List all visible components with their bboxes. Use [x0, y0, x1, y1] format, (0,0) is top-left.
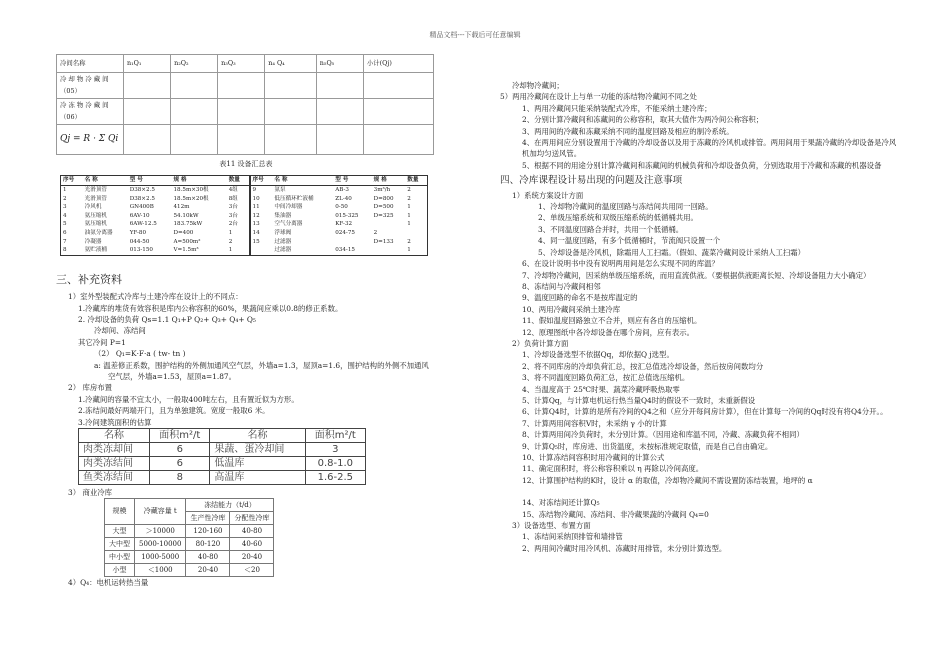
text-line: 1）室外型装配式冷库与土建冷库在设计上的不同点：: [68, 292, 243, 302]
text-line: 3、两用间的冷藏和冻藏采纳不同的温度回路及相应的制冷系统。: [522, 126, 734, 136]
header-cell: 数量: [227, 176, 250, 186]
text-line: 2）负荷计算方面: [512, 338, 569, 348]
text-line: 12、原理图纸中各冷却设备在哪个房间，应有表示。: [522, 327, 695, 337]
table-cell: 8: [63, 247, 67, 254]
section-title: 三、补充资料: [56, 272, 122, 286]
header-cell: 名 称: [83, 176, 128, 186]
business-cold-storage-table: [104, 498, 274, 577]
header-cell: 冻结能力（t/d）: [186, 499, 274, 512]
table-cell: D=400: [173, 229, 194, 236]
header-cell: 名称: [79, 429, 150, 443]
table-cell: 183.75kW: [173, 221, 203, 228]
text-line: 11、假如温度回路独立不合并，则应有各自的压缩机。: [522, 316, 702, 326]
table-cell: 10: [250, 195, 273, 204]
text-line: 1、冻结间采纳顶排管和墙排管: [522, 532, 623, 542]
header-cell: 分配性冷库: [230, 512, 274, 525]
table-row: [61, 186, 428, 195]
text-line: 5）两用冷藏间在设计上与单一功能的冻结物冷藏间不同之处: [500, 92, 697, 102]
table-cell: 412m: [173, 204, 190, 211]
text-line: 1.冷藏间的容量不宜太小，一般取400吨左右，且有置近似为方形。: [78, 394, 299, 404]
table-cell: V=1.5m³: [173, 247, 199, 254]
table-cell: 2: [228, 238, 233, 245]
text-line: 1.冷藏库的堆货有效容积是库内公称容积的60%，果蔬间应乘以0.8的修正系数。: [78, 303, 343, 313]
text-line: a: 温差修正系数，围护结构的外侧加通风空气层，外墙a=1.3，屋顶a=1.6，围护结构的外侧不加通风: [94, 360, 429, 370]
table-cell: 40-80: [186, 551, 230, 564]
table-cell: [405, 229, 427, 238]
table-cell: ＜1000: [135, 564, 186, 577]
table-row: [61, 203, 428, 212]
table-cell: 15: [250, 238, 273, 247]
header-cell: 规 格: [171, 176, 226, 186]
table-cell: 0-50: [335, 204, 348, 211]
table-cell: 80-120: [186, 538, 230, 551]
text-line: 7、计算两用间容积V时，未采纳 γ 小的计算: [522, 418, 667, 428]
section-title: 四、冷库课程设计易出现的问题及注意事项: [500, 175, 683, 187]
text-line: 冷却间、冻结间: [94, 326, 146, 336]
table-cell: 2: [63, 195, 67, 202]
table-cell: 0.8-1.0: [305, 457, 365, 471]
table-cell: 低温库: [210, 457, 305, 471]
text-line: 14、对冻结间还计算Q₅: [522, 498, 600, 508]
table-cell: 光滑顶管: [84, 187, 108, 193]
header-cell: 规模: [105, 499, 135, 525]
header-cell: 名 称: [272, 176, 333, 186]
text-line: 冷却物冷藏间；: [512, 81, 564, 90]
right-top-block: [500, 80, 900, 171]
text-line: 1、冷却设备选型不依据Qq，却依据Q j选型。: [522, 350, 674, 360]
left-text-block: [56, 291, 436, 428]
table-cell: D=325: [373, 212, 394, 219]
right-text-block: [500, 190, 900, 555]
calc-header-cell: n₁Q₁: [124, 55, 171, 73]
text-line: 5、冷却设备是冷风机，除霜用人工扫霜。（假如、蔬菜冷藏间设计采纳人工扫霜）: [538, 247, 806, 257]
table-row: [57, 73, 434, 99]
equipment-summary-table: [60, 175, 428, 255]
table-cell: D38×2.5: [129, 187, 155, 193]
text-line: 8、计算两用间冷负荷时，未分别计算。（因用途和库温不同，冷藏、冻藏负荷不相同）: [522, 430, 804, 440]
header-cell: 冷藏容量 t: [135, 499, 186, 525]
table-cell: 2: [407, 187, 411, 193]
table-cell: 40-60: [230, 538, 274, 551]
table-cell: 中间冷却器: [274, 204, 303, 211]
section-subtitle: 3） 商业冷库: [68, 488, 113, 498]
table-cell: 2: [407, 238, 411, 245]
text-line: 4）Q₄：电机运转热当量: [68, 578, 149, 588]
table-cell: 14: [250, 229, 273, 238]
text-line: 2、两用间冷藏时用冷风机、冻藏时用排管，未分别计算选型。: [522, 543, 727, 553]
table-cell: D=500: [373, 204, 394, 211]
table-cell: ZL-40: [335, 195, 352, 202]
calc-header-cell: n₃Q₃: [218, 55, 265, 73]
table-caption: 表11 设备汇总表: [219, 160, 273, 168]
table-cell: 氨贮液桶: [84, 247, 108, 254]
table-cell: 2: [373, 229, 378, 236]
table-cell: 034-15: [335, 247, 355, 254]
text-line: （2） Q₁=K·F·a ( tw- tn ): [94, 349, 186, 359]
text-line: 2） 库房布置: [68, 383, 113, 393]
table-cell: 3台: [228, 212, 238, 219]
table-cell: 高温库: [210, 471, 305, 485]
header-cell: 面积m²/t: [150, 429, 210, 443]
table-row: [79, 457, 366, 471]
table-cell: 3: [305, 443, 365, 457]
table-cell: ＞10000: [135, 525, 186, 538]
header-cell: 名称: [210, 429, 305, 443]
text-line: [500, 486, 900, 497]
table-cell: KF-32: [335, 221, 353, 228]
text-line: 7、冷却物冷藏间，因采纳单级压缩系统，而用直流供液。（要根据供液距离长短、冷却设备阻力大小确定）: [522, 270, 871, 280]
text-line: 10、计算冻结间容积时用冷藏间的计算公式: [522, 453, 665, 462]
text-line: 2、单级压缩系统和双级压缩系统的低循桶共用。: [538, 213, 698, 223]
text-line: 2.冻结间最好两端开门，且为单独建筑。宽度一般取6 米。: [78, 406, 270, 416]
text-line: 15、冻结物冷藏间、冻结间、非冷藏果蔬的冷藏间 Q₄=0: [522, 509, 709, 519]
text-line: 10、两用冷藏间采纳土建冷库: [522, 304, 621, 314]
table-cell: 空气分离器: [274, 221, 303, 228]
table-cell: 18.5m×30根: [173, 187, 209, 193]
table-cell: 集油器: [274, 212, 292, 219]
calc-header-cell: 冷间名称: [57, 55, 124, 73]
table-row: [61, 220, 428, 229]
calc-header-cell: n₅Q₅: [316, 55, 363, 73]
table-cell: 大中型: [105, 538, 135, 551]
header-cell: 规 格: [372, 176, 406, 186]
table-cell: [372, 220, 406, 229]
table-cell: 氨泵: [274, 187, 286, 193]
text-line: 9、温度回路的命名不是按库温定的: [522, 293, 638, 303]
table-cell: 氨压缩机: [84, 212, 108, 219]
table-cell: 果蔬、蛋冷却间: [210, 443, 305, 457]
table-row: [105, 538, 274, 551]
table-cell: [333, 238, 371, 247]
table-cell: 1: [407, 247, 411, 254]
table-cell: 大型: [105, 525, 135, 538]
table-header-row: [105, 499, 274, 512]
text-line: 12、计算围护结构的K时，设计 α 的取值，冷却物冷藏间不需设置防冻结装置，地坪的 α: [522, 475, 813, 485]
table-cell: 冷风机: [84, 204, 102, 211]
table-cell: 40-80: [230, 525, 274, 538]
table-cell: 044-50: [129, 238, 150, 245]
text-line: 3.冷间建筑面积的估算: [78, 417, 152, 427]
table-row: [57, 99, 434, 125]
calc-header-cell: n₂Q₂: [171, 55, 218, 73]
area-estimate-table: [78, 428, 366, 485]
table-cell: 1: [407, 204, 411, 211]
table-cell: 肉类冻却间: [79, 443, 150, 457]
table-row: [105, 564, 274, 577]
table-cell: 4组: [228, 187, 238, 193]
table-cell: 氨压缩机: [84, 221, 108, 228]
text-line: 2、将不同库房的冷却负荷汇总，按汇总值选冷却设备，然后按房间数均分: [522, 361, 764, 371]
table-cell: 过滤器: [274, 247, 292, 254]
table-cell: 015-325: [335, 212, 359, 219]
header-cell: 生产性冷库: [186, 512, 230, 525]
table-cell: 1: [228, 229, 233, 236]
table-header-row: [79, 429, 366, 443]
table-cell: 2: [407, 195, 411, 202]
table-cell: 肉类冻结间: [79, 457, 150, 471]
text-line: 4、在两用间应分别设置用于冷藏的冷却设备以及用于冻藏的冷风机或排管。两用间用于果蔬冷藏的冷却设备是冷风机加均匀送风管。: [522, 138, 897, 159]
table-cell: GN400B: [129, 204, 154, 211]
calc-table-header-row: [57, 55, 434, 73]
table-cell: 5000-10000: [135, 538, 186, 551]
table-cell: 8: [150, 471, 210, 485]
text-line: 4、当温度高于 25℃时果、蔬菜冷藏呼吸热取零: [522, 384, 680, 394]
page-header: 精品文档---下载后可任意编辑: [429, 31, 521, 39]
text-line: 5、计算Qq，与计算电机运行热当量Q4时的假设不一致时，未重新假设: [522, 395, 756, 405]
calc-header-cell: 小计(Qj): [363, 55, 433, 73]
table-cell: YF-80: [129, 229, 147, 236]
table-cell: 024-75: [335, 229, 355, 236]
text-line: 5、根据不同的用途分别计算冷藏间和冻藏间的机械负荷和冷却设备负荷，分别选取用于冷藏和冻藏的机器设备: [522, 160, 882, 170]
table-cell: 6: [150, 443, 210, 457]
table-cell: 8组: [228, 195, 238, 202]
header-cell: 序号: [61, 176, 83, 186]
cooling-calc-table: [56, 54, 434, 155]
table-cell: 小型: [105, 564, 135, 577]
text-line: 1）系统方案设计方面: [512, 190, 584, 200]
table-cell: 油氨分离器: [84, 229, 113, 236]
text-line: 6、在设计说明书中没有说明两用间是怎么实现不同的库温？: [522, 259, 719, 269]
table-cell: 1: [407, 212, 411, 219]
text-line: 其它冷间 P=1: [78, 337, 126, 347]
table-cell: 6: [63, 229, 67, 236]
table-row: [61, 246, 428, 255]
table-cell: 5: [63, 221, 67, 228]
table-cell: 1000-5000: [135, 551, 186, 564]
text-line: 2. 冷却设备的负荷 Qs=1.1 Q₁+P Q₂+ Q₃+ Q₄+ Q₅: [78, 314, 256, 324]
table-row: [79, 471, 366, 485]
table-cell: 6AV-10: [129, 212, 150, 219]
header-cell: 面积m²/t: [305, 429, 365, 443]
text-line: 1、冷却物冷藏间的温度回路与冻结间共用同一回路。: [538, 202, 713, 212]
table-cell: AB-3: [335, 187, 349, 193]
table-cell: 3台: [228, 204, 238, 211]
table-cell: [372, 246, 406, 255]
table-cell: 20-40: [186, 564, 230, 577]
text-line: 11、确定面积时，将公称容积乘以 η 再除以冷间高度。: [522, 464, 704, 474]
table-cell: 13: [250, 220, 273, 229]
table-cell: 7: [63, 238, 67, 245]
table-header-row: [61, 176, 428, 186]
right-column: [500, 80, 900, 554]
table-row: [79, 443, 366, 457]
text-line: 4、同一温度回路，有多个低循桶时，节流阀只设置一个: [538, 236, 721, 246]
header-cell: 数量: [405, 176, 427, 186]
table-cell: 4: [63, 212, 67, 219]
table-cell: 11: [250, 203, 273, 212]
text-line: 空气层，外墙a=1.53，屋顶a=1.87。: [108, 372, 237, 381]
left-column: [56, 54, 436, 589]
table-cell: 3m³/h: [373, 187, 391, 193]
table-cell: 1: [63, 187, 67, 193]
table-cell: A=500m²: [173, 238, 201, 245]
room-name-cell: 冷 却 物 冷 藏 间（05）: [57, 73, 124, 99]
table-cell: 20-40: [230, 551, 274, 564]
room-name-cell: 冷 冻 物 冷 藏 间（06）: [57, 99, 124, 125]
table-cell: 中小型: [105, 551, 135, 564]
calc-header-cell: n₄ Q₄: [265, 55, 317, 73]
table-cell: 12: [250, 212, 273, 221]
table-cell: 9: [250, 186, 273, 195]
table-cell: 54.10kW: [173, 212, 199, 219]
text-line: 2、分别计算冷藏间和冻藏间的公称容积，取其大值作为两冷间公称容积；: [522, 115, 764, 125]
table-row: [105, 525, 274, 538]
table-cell: D=800: [373, 195, 394, 202]
table-cell: 1: [407, 221, 411, 228]
table-row: [61, 229, 428, 238]
header-cell: 型 号: [333, 176, 371, 186]
table-cell: 3: [63, 204, 67, 211]
table-cell: 光滑顶管: [84, 195, 108, 202]
text-line: 9、计算Q₅时，库房进、出货温度，未按标准规定取值，而是自己自由确定。: [522, 441, 773, 451]
table-row: [61, 238, 428, 247]
formula-cell: Qj = R · Σ Qi: [57, 125, 124, 155]
table-row: [61, 212, 428, 221]
table-row: [105, 551, 274, 564]
table-cell: ＜20: [230, 564, 274, 577]
table-cell: 过滤器: [274, 238, 292, 245]
text-line: 3）设备选型、布置方面: [512, 521, 591, 531]
table-cell: 6: [150, 457, 210, 471]
table-cell: 冷凝器: [84, 238, 102, 245]
header-cell: 型 号: [128, 176, 172, 186]
table-cell: [250, 246, 273, 255]
table-cell: D=133: [373, 238, 394, 245]
header-cell: 序号: [250, 176, 273, 186]
table-cell: 1.6-2.5: [305, 471, 365, 485]
text-line: 3、不同温度回路合并时，共用一个低循桶。: [538, 224, 684, 234]
table-cell: 6AW-12.5: [129, 221, 157, 228]
text-line: 8、冻结间与冷藏间相邻: [522, 281, 601, 291]
table-cell: 18.5m×20根: [173, 195, 209, 202]
table-cell: 鱼类冻结间: [79, 471, 150, 485]
table-cell: 2台: [228, 221, 238, 228]
table-cell: 120-160: [186, 525, 230, 538]
text-line: 6、计算Q4时，计算的是所有冷间的Q4之和（应分开每间房计算），但在计算每一冷间的Qq时没有将Q4分开。。: [522, 407, 888, 417]
table-cell: D38×2.5: [129, 195, 155, 202]
table-cell: 013-150: [129, 247, 153, 254]
text-line: 1、两用冷藏间只能采纳装配式冷库，不能采纳土建冷库；: [522, 103, 712, 113]
table-cell: 1: [228, 247, 233, 254]
table-row: [57, 125, 434, 155]
table-row: [61, 195, 428, 204]
text-line: 3、将不同温度回路负荷汇总，按汇总值选压缩机。: [522, 373, 690, 383]
table-cell: 浮球阀: [274, 229, 292, 236]
table-cell: 低压循环贮液桶: [274, 195, 314, 202]
